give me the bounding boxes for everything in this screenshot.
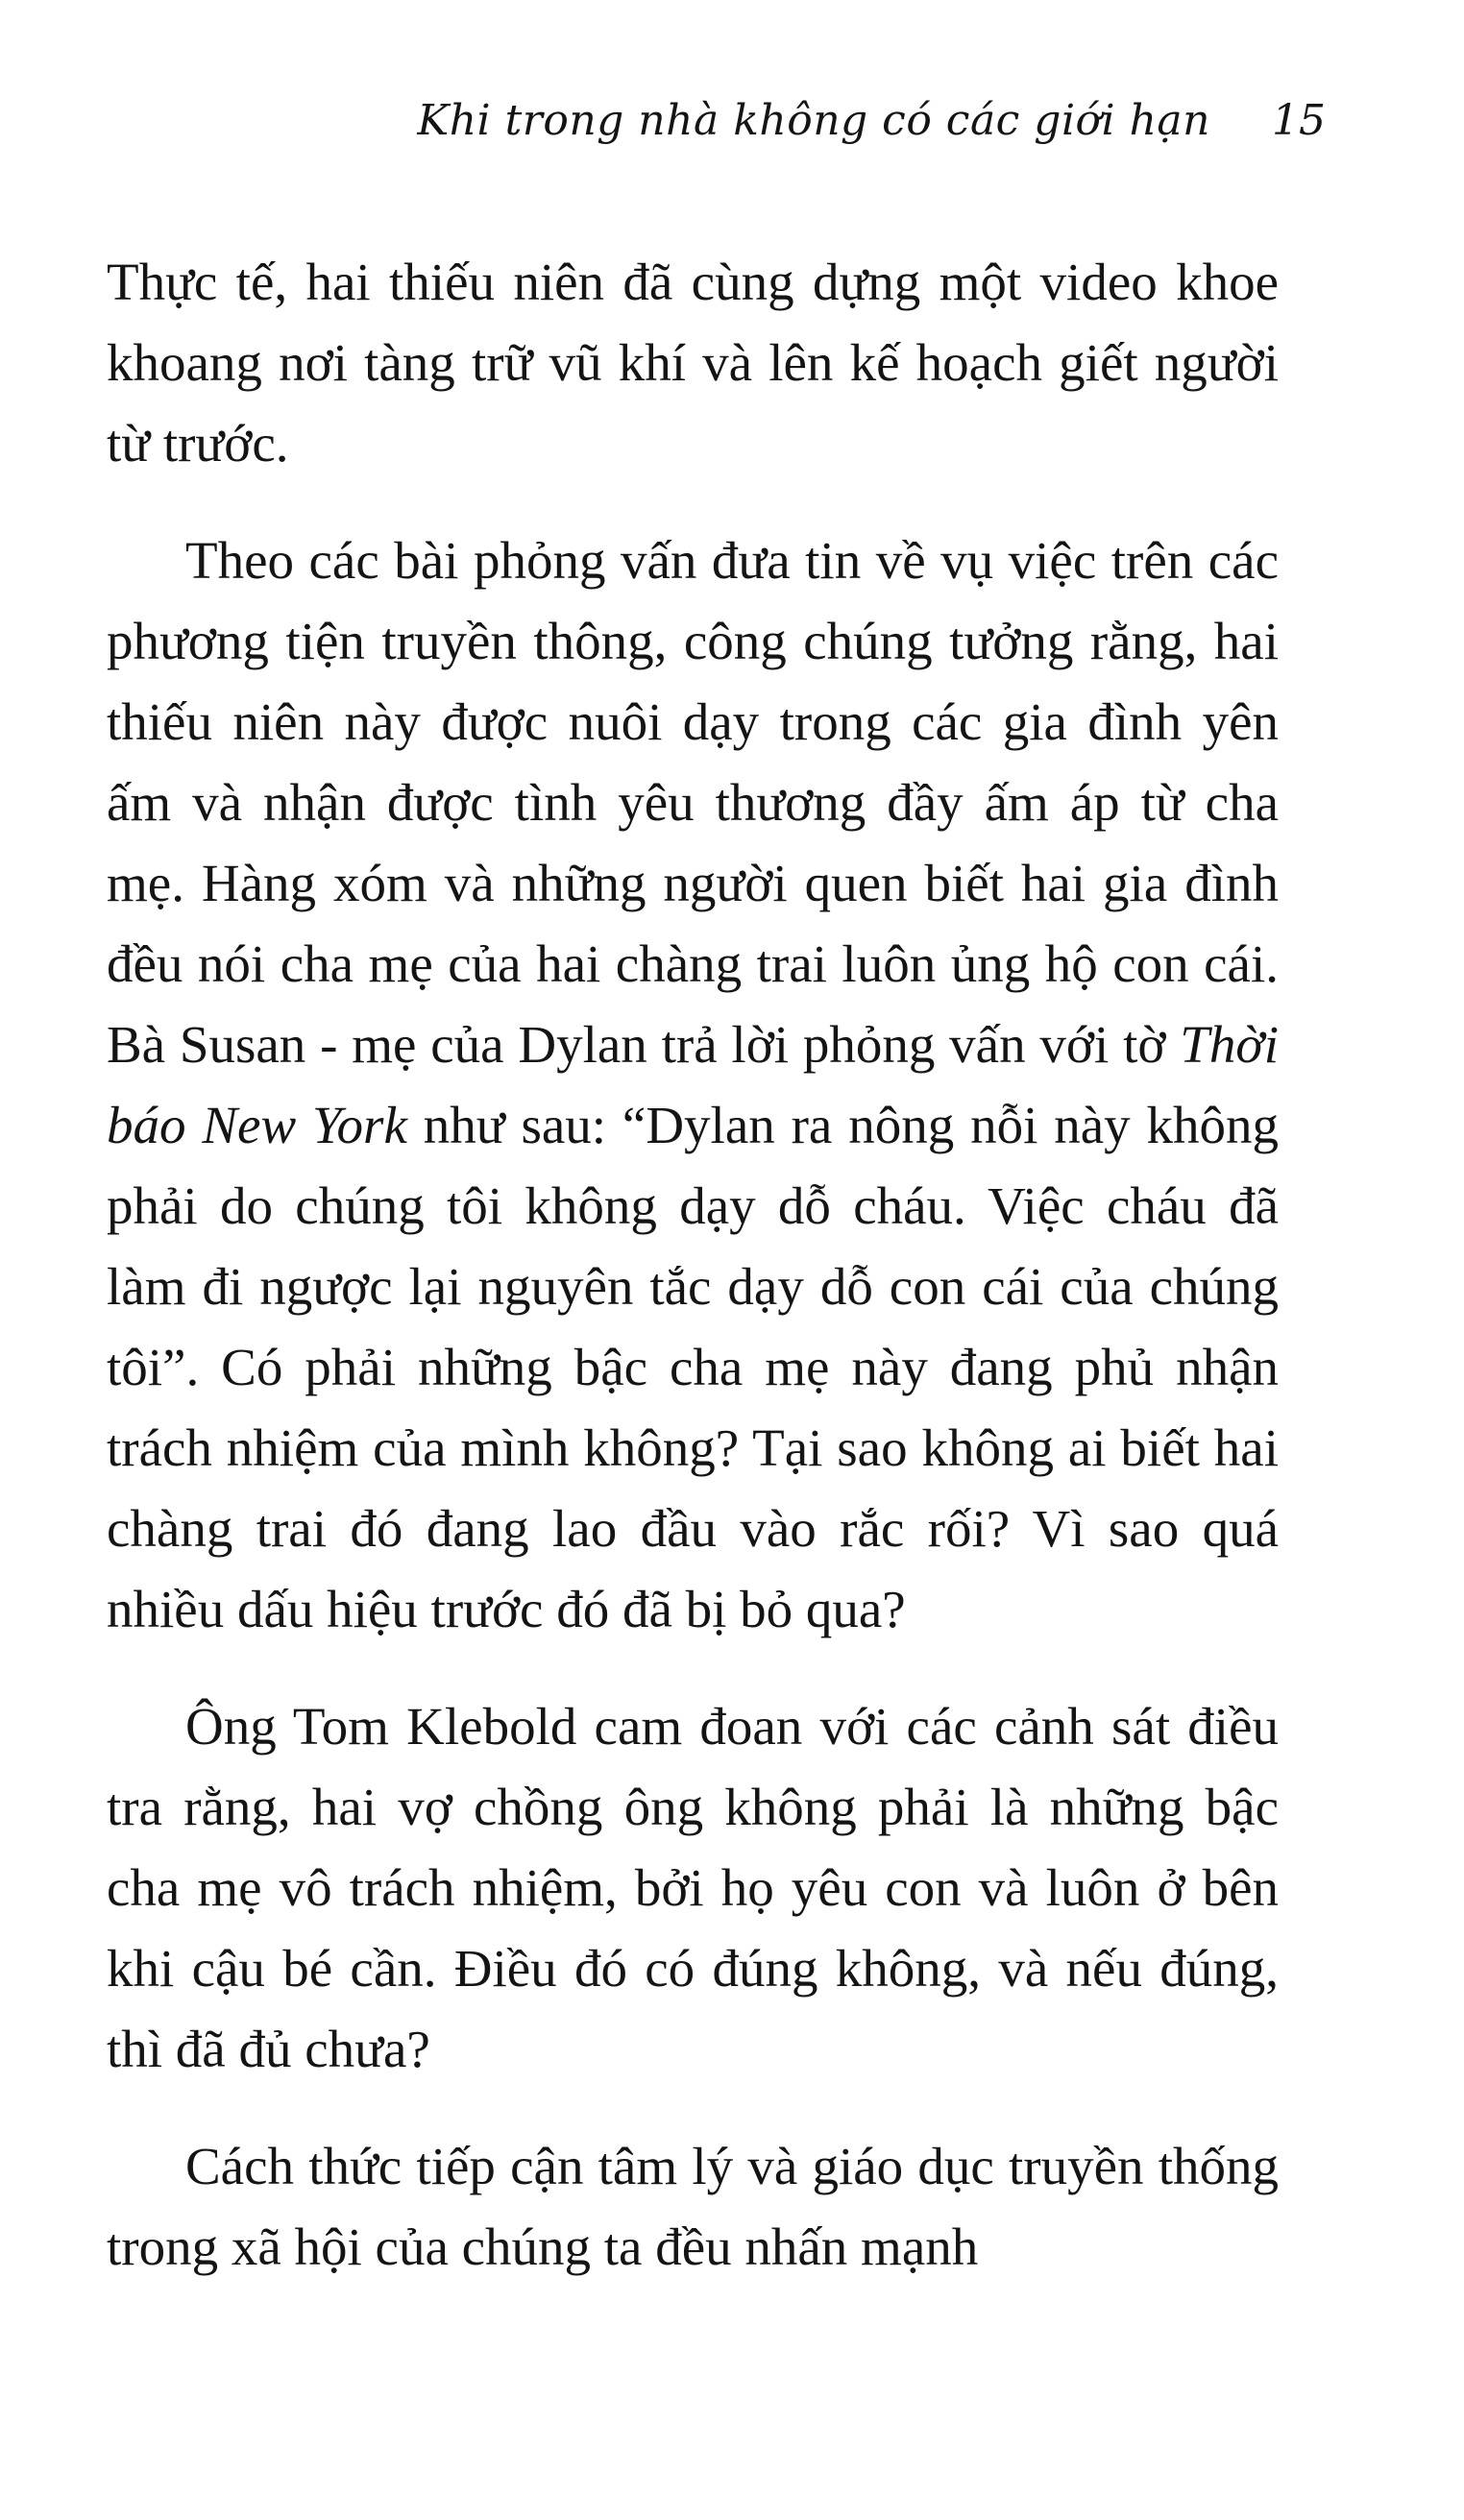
newspaper-title: Thời báo New York	[107, 1015, 1279, 1154]
paragraph-1: Thực tế, hai thiếu niên đã cùng dựng một video khoe khoang nơi tàng trữ vũ khí và lên kế hoạch giết người từ trước.	[107, 253, 1279, 472]
paragraph-2	[107, 521, 1279, 1650]
body-text	[107, 242, 1279, 2288]
paragraph-4: Cách thức tiếp cận tâm lý và giáo dục truyền thống trong xã hội của chúng ta đều nhấn mạnh	[107, 2137, 1279, 2276]
paragraph-3: Ông Tom Klebold cam đoan với các cảnh sát điều tra rằng, hai vợ chồng ông không phải là những bậc cha mẹ vô trách nhiệm, bởi họ yêu con và luôn ở bên khi cậu bé cần. Điều đó có đúng không, và nếu đúng, thì đã đủ chưa?	[107, 1697, 1279, 2078]
paragraph-2-text-after: như sau: “Dylan ra nông nỗi này không phải do chúng tôi không dạy dỗ cháu. Việc cháu đã làm đi ngược lại nguyên tắc dạy dỗ con cái của chúng tôi”. Có phải những bậc cha mẹ này đang phủ nhận trách nhiệm của mình không? Tại sao không ai biết hai chàng trai đó đang lao đầu vào rắc rối? Vì sao quá nhiều dấu hiệu trước đó đã bị bỏ qua?	[107, 1096, 1280, 1638]
chapter-title: Khi trong nhà không có các giới hạn	[417, 96, 1210, 145]
running-header	[0, 96, 1345, 163]
paragraph-2-text-before: Theo các bài phỏng vấn đưa tin về vụ việc trên các phương tiện truyền thông, công chúng tưởng rằng, hai thiếu niên này được nuôi dạy trong các gia đình yên ấm và nhận được tình yêu thương đầy ấm áp từ cha mẹ. Hàng xóm và những người quen biết hai gia đình đều nói cha mẹ của hai chàng trai luôn ủng hộ con cái. Bà Susan - mẹ của Dylan trả lời phỏng vấn với tờ	[107, 531, 1279, 1074]
page-number: 15	[1272, 96, 1326, 145]
